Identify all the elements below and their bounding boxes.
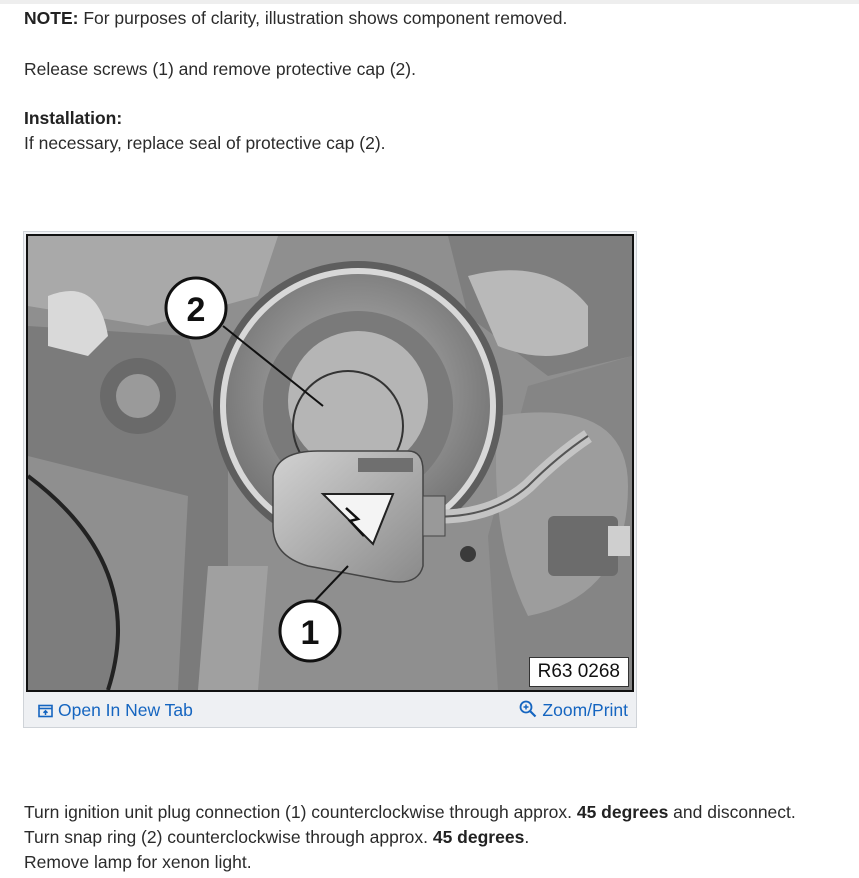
- zoom-print-link[interactable]: [519, 698, 628, 724]
- open-in-new-tab-label: Open In New Tab: [58, 700, 193, 720]
- step-release-screws: Release screws (1) and remove protective cap (2).: [24, 59, 416, 79]
- procedure-steps: [24, 800, 844, 875]
- callout-1: [280, 601, 340, 661]
- zoom-magnifier-icon: [519, 700, 537, 724]
- note-paragraph: [24, 6, 844, 31]
- degrees-value-2: 45 degrees: [432, 827, 525, 847]
- installation-block: [24, 106, 844, 156]
- open-in-new-tab-link[interactable]: [38, 698, 193, 724]
- illustration-photo: [26, 234, 634, 692]
- headlight-illustration: [28, 236, 632, 690]
- installation-heading: Installation:: [24, 108, 123, 128]
- step-remove-lamp: Remove lamp for xenon light.: [24, 852, 252, 872]
- figure-id-label: R63 0268: [529, 657, 629, 687]
- zoom-print-label: Zoom/Print: [542, 700, 628, 720]
- open-in-new-tab-icon: [38, 700, 53, 724]
- step-turn-plug: Turn ignition unit plug connection (1) counterclockwise through approx. 45 degrees and disconnect.: [24, 802, 796, 822]
- step-block: [24, 57, 844, 82]
- note-label: NOTE:: [24, 8, 79, 28]
- illustration-figure: [23, 231, 637, 728]
- svg-text:1: 1: [300, 614, 320, 652]
- top-rule: [0, 0, 859, 4]
- step-turn-snap-ring: Turn snap ring (2) counterclockwise through approx. 45 degrees.: [24, 827, 530, 847]
- figure-toolbar: [24, 694, 636, 727]
- degrees-value-1: 45 degrees: [576, 802, 669, 822]
- svg-text:2: 2: [186, 291, 206, 329]
- note-text: For purposes of clarity, illustration shows component removed.: [78, 8, 568, 28]
- installation-text: If necessary, replace seal of protective cap (2).: [24, 133, 386, 153]
- callout-2: [166, 278, 226, 338]
- note-block: [24, 6, 844, 31]
